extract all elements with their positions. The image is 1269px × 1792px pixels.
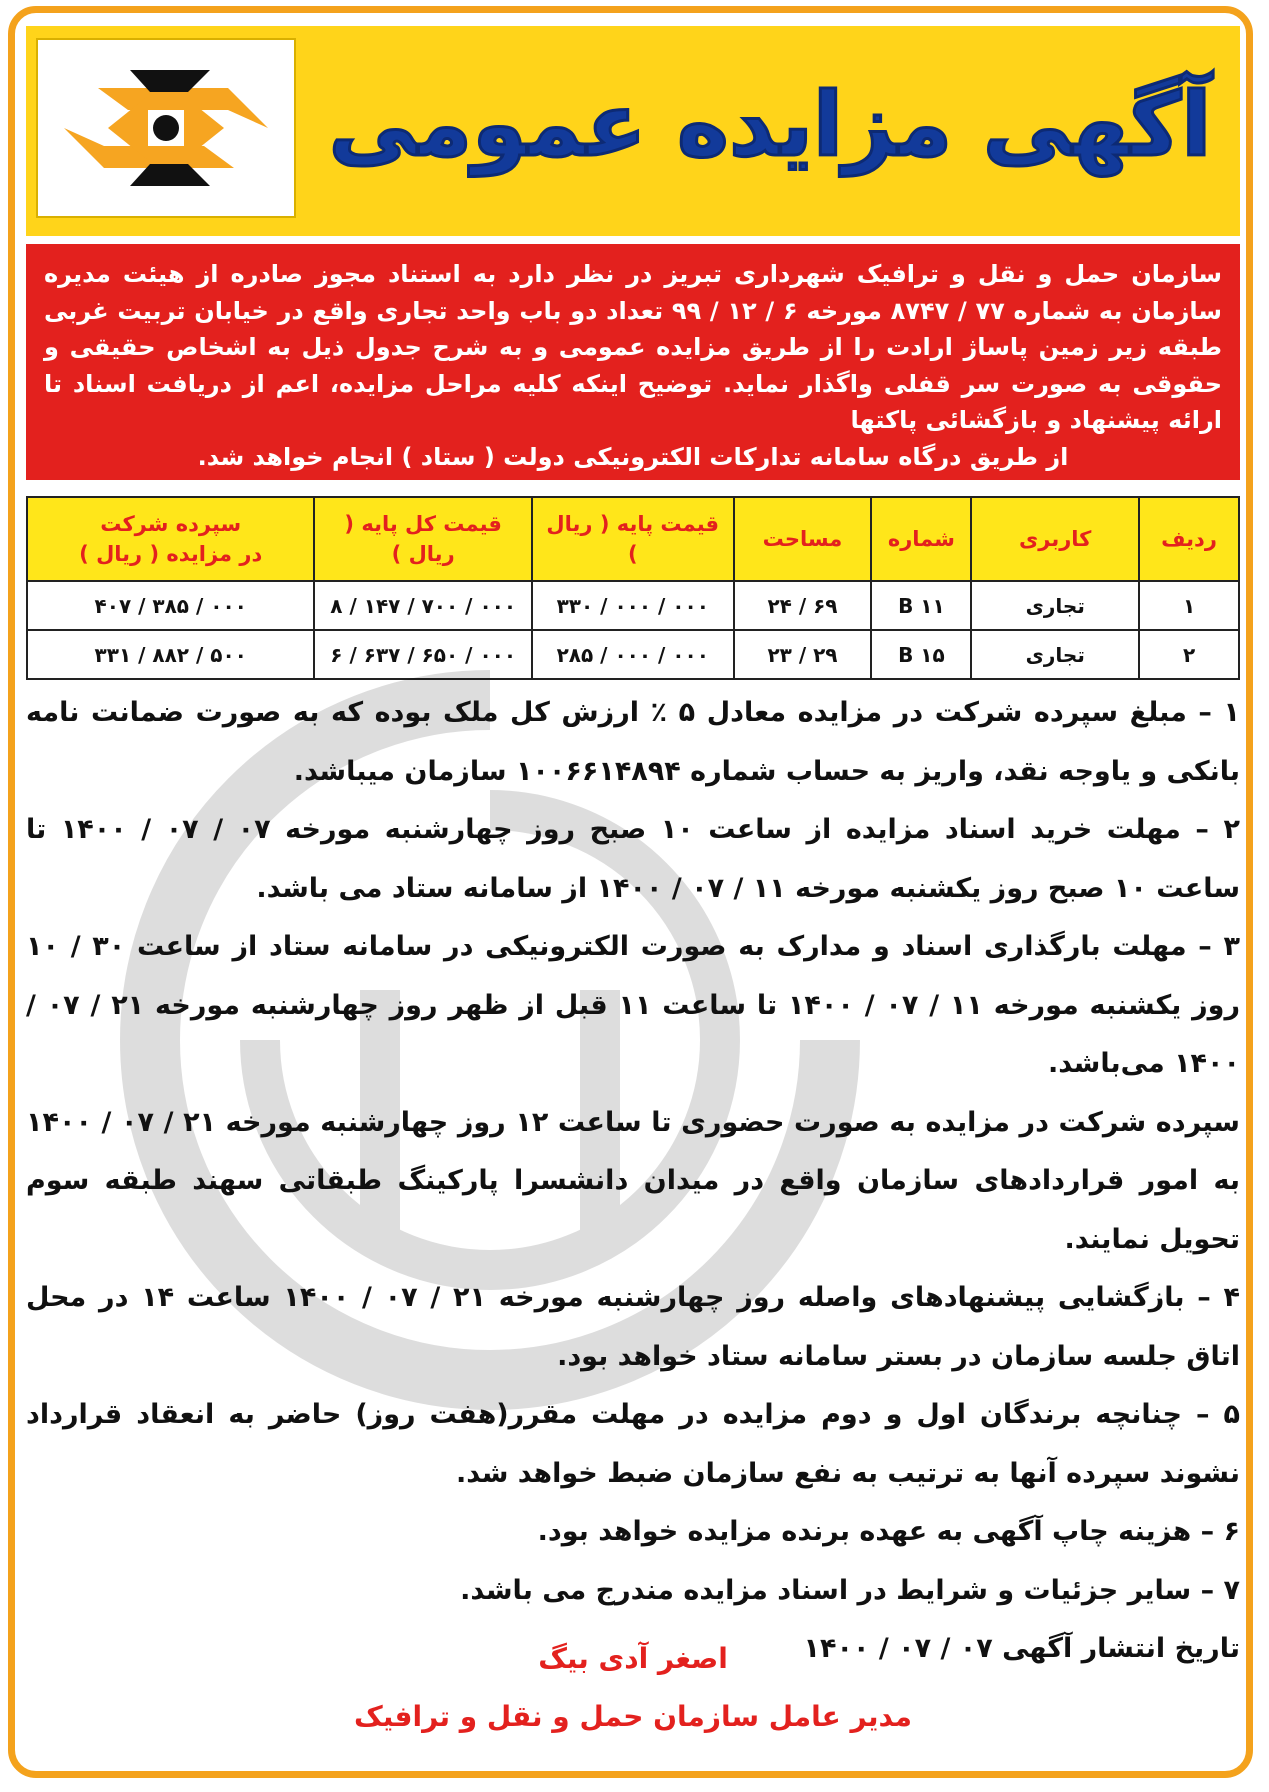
header-deposit (27, 497, 314, 581)
page-title: آگهی مزایده عمومی (328, 73, 1212, 176)
signature-block (26, 1630, 1240, 1746)
cell-deposit: ۵۰۰ / ۸۸۲ / ۳۳۱ (27, 630, 314, 679)
transport-logo-icon (38, 40, 294, 216)
header-deposit-line2: در مزایده ( ریال ) (79, 542, 263, 566)
header-area: مساحت (734, 497, 872, 581)
cell-deposit: ۰۰۰ / ۳۸۵ / ۴۰۷ (27, 581, 314, 630)
cell-unit-number: B ۱۵ (871, 630, 971, 679)
intro-last-line: از طریق درگاه سامانه تدارکات الکترونیکی دولت ( ستاد ) انجام خواهد شد. (197, 442, 1069, 471)
header-deposit-line1: سپرده شرکت (100, 512, 242, 536)
condition-item: ۷ – سایر جزئیات و شرایط در اسناد مزایده مندرج می باشد. (460, 1574, 1240, 1606)
table-header-row (27, 497, 1239, 581)
condition-item: ۳ – مهلت بارگذاری اسناد و مدارک به صورت الکترونیکی در سامانه ستاد از ساعت ۳۰ / ۱۰ روز یکشنبه مورخه ۱۱ / ۰۷ / ۱۴۰۰ تا ساعت ۱۱ قبل از ظهر روز چهارشنبه مورخه ۲۱ / ۰۷ / ۱۴۰۰ می‌باشد. (26, 931, 1240, 1079)
cell-total-base-price: ۰۰۰ / ۷۰۰ / ۱۴۷ / ۸ (314, 581, 532, 630)
condition-item: ۱ – مبلغ سپرده شرکت در مزایده معادل ۵ ٪ ارزش کل ملک بوده که به صورت ضمانت نامه بانکی و یاوجه نقد، واریز به حساب شماره ۱۰۰۶۶۱۴۸۹۴ سازمان میباشد. (26, 697, 1241, 787)
header-unit-number: شماره (871, 497, 971, 581)
header-row-number: ردیف (1139, 497, 1239, 581)
signatory-name: اصغر آدی بیگ (538, 1642, 728, 1675)
cell-usage: تجاری (971, 630, 1139, 679)
intro-paragraph (26, 244, 1240, 480)
publication-date: تاریخ انتشار آگهی ۰۷ / ۰۷ / ۱۴۰۰ (803, 1633, 1240, 1664)
cell-unit-number: B ۱۱ (871, 581, 971, 630)
condition-item: ۵ – چنانچه برندگان اول و دوم مزایده در مهلت مقرر(هفت روز) حاضر به انعقاد قرارداد نشوند سپرده آنها به ترتیب به نفع سازمان ضبط خواهد شد. (26, 1399, 1240, 1489)
cell-usage: تجاری (971, 581, 1139, 630)
logo (36, 38, 296, 218)
condition-item: ۶ – هزینه چاپ آگهی به عهده برنده مزایده خواهد بود. (537, 1516, 1240, 1547)
cell-row-number: ۱ (1139, 581, 1239, 630)
condition-item: ۲ – مهلت خرید اسناد مزایده از ساعت ۱۰ صبح روز چهارشنبه مورخه ۰۷ / ۰۷ / ۱۴۰۰ تا ساعت ۱۰ صبح روز یکشنبه مورخه ۱۱ / ۰۷ / ۱۴۰۰ از سامانه ستاد می باشد. (26, 814, 1240, 904)
cell-area: ۲۹ / ۲۳ (734, 630, 872, 679)
intro-text: سازمان حمل و نقل و ترافیک شهرداری تبریز در نظر دارد به استناد مجوز صادره از هیئت مدیره سازمان به شماره ۷۷ / ۸۷۴۷ مورخه ۶ / ۱۲ / ۹۹ تعداد دو باب واحد تجاری واقع در خیابان تربیت غربی طبقه زیر زمین پاساژ ارادت را از طریق مزایده عمومی و به شرح جدول ذیل به اشخاص حقیقی و حقوقی به صورت سر قفلی واگذار نماید. توضیح اینکه کلیه مراحل مزایده، اعم از دریافت اسناد تا ارائه پیشنهاد و بازگشائی پاکتها (44, 260, 1222, 434)
cell-base-price: ۰۰۰ / ۰۰۰ / ۲۸۵ (532, 630, 734, 679)
cell-base-price: ۰۰۰ / ۰۰۰ / ۳۳۰ (532, 581, 734, 630)
condition-item: ۴ – بازگشایی پیشنهادهای واصله روز چهارشنبه مورخه ۲۱ / ۰۷ / ۱۴۰۰ ساعت ۱۴ در محل اتاق جلسه سازمان در بستر سامانه ستاد خواهد بود. (26, 1282, 1240, 1372)
cell-area: ۶۹ / ۲۴ (734, 581, 872, 630)
header-total-base-price: قیمت کل پایه ( ریال ) (314, 497, 532, 581)
header-base-price: قیمت پایه ( ریال ) (532, 497, 734, 581)
condition-item: سپرده شرکت در مزایده به صورت حضوری تا ساعت ۱۲ روز چهارشنبه مورخه ۲۱ / ۰۷ / ۱۴۰۰ به امور قراردادهای سازمان واقع در میدان دانشسرا پارکینگ طبقاتی سهند طبقه سوم تحویل نمایند. (26, 1106, 1240, 1255)
header-usage: کاربری (971, 497, 1139, 581)
table-row (27, 581, 1239, 630)
auction-items-table (26, 496, 1240, 680)
conditions-list (26, 684, 1240, 1679)
cell-row-number: ۲ (1139, 630, 1239, 679)
signatory-position: مدیر عامل سازمان حمل و نقل و ترافیک (354, 1700, 912, 1733)
cell-total-base-price: ۰۰۰ / ۶۵۰ / ۶۳۷ / ۶ (314, 630, 532, 679)
